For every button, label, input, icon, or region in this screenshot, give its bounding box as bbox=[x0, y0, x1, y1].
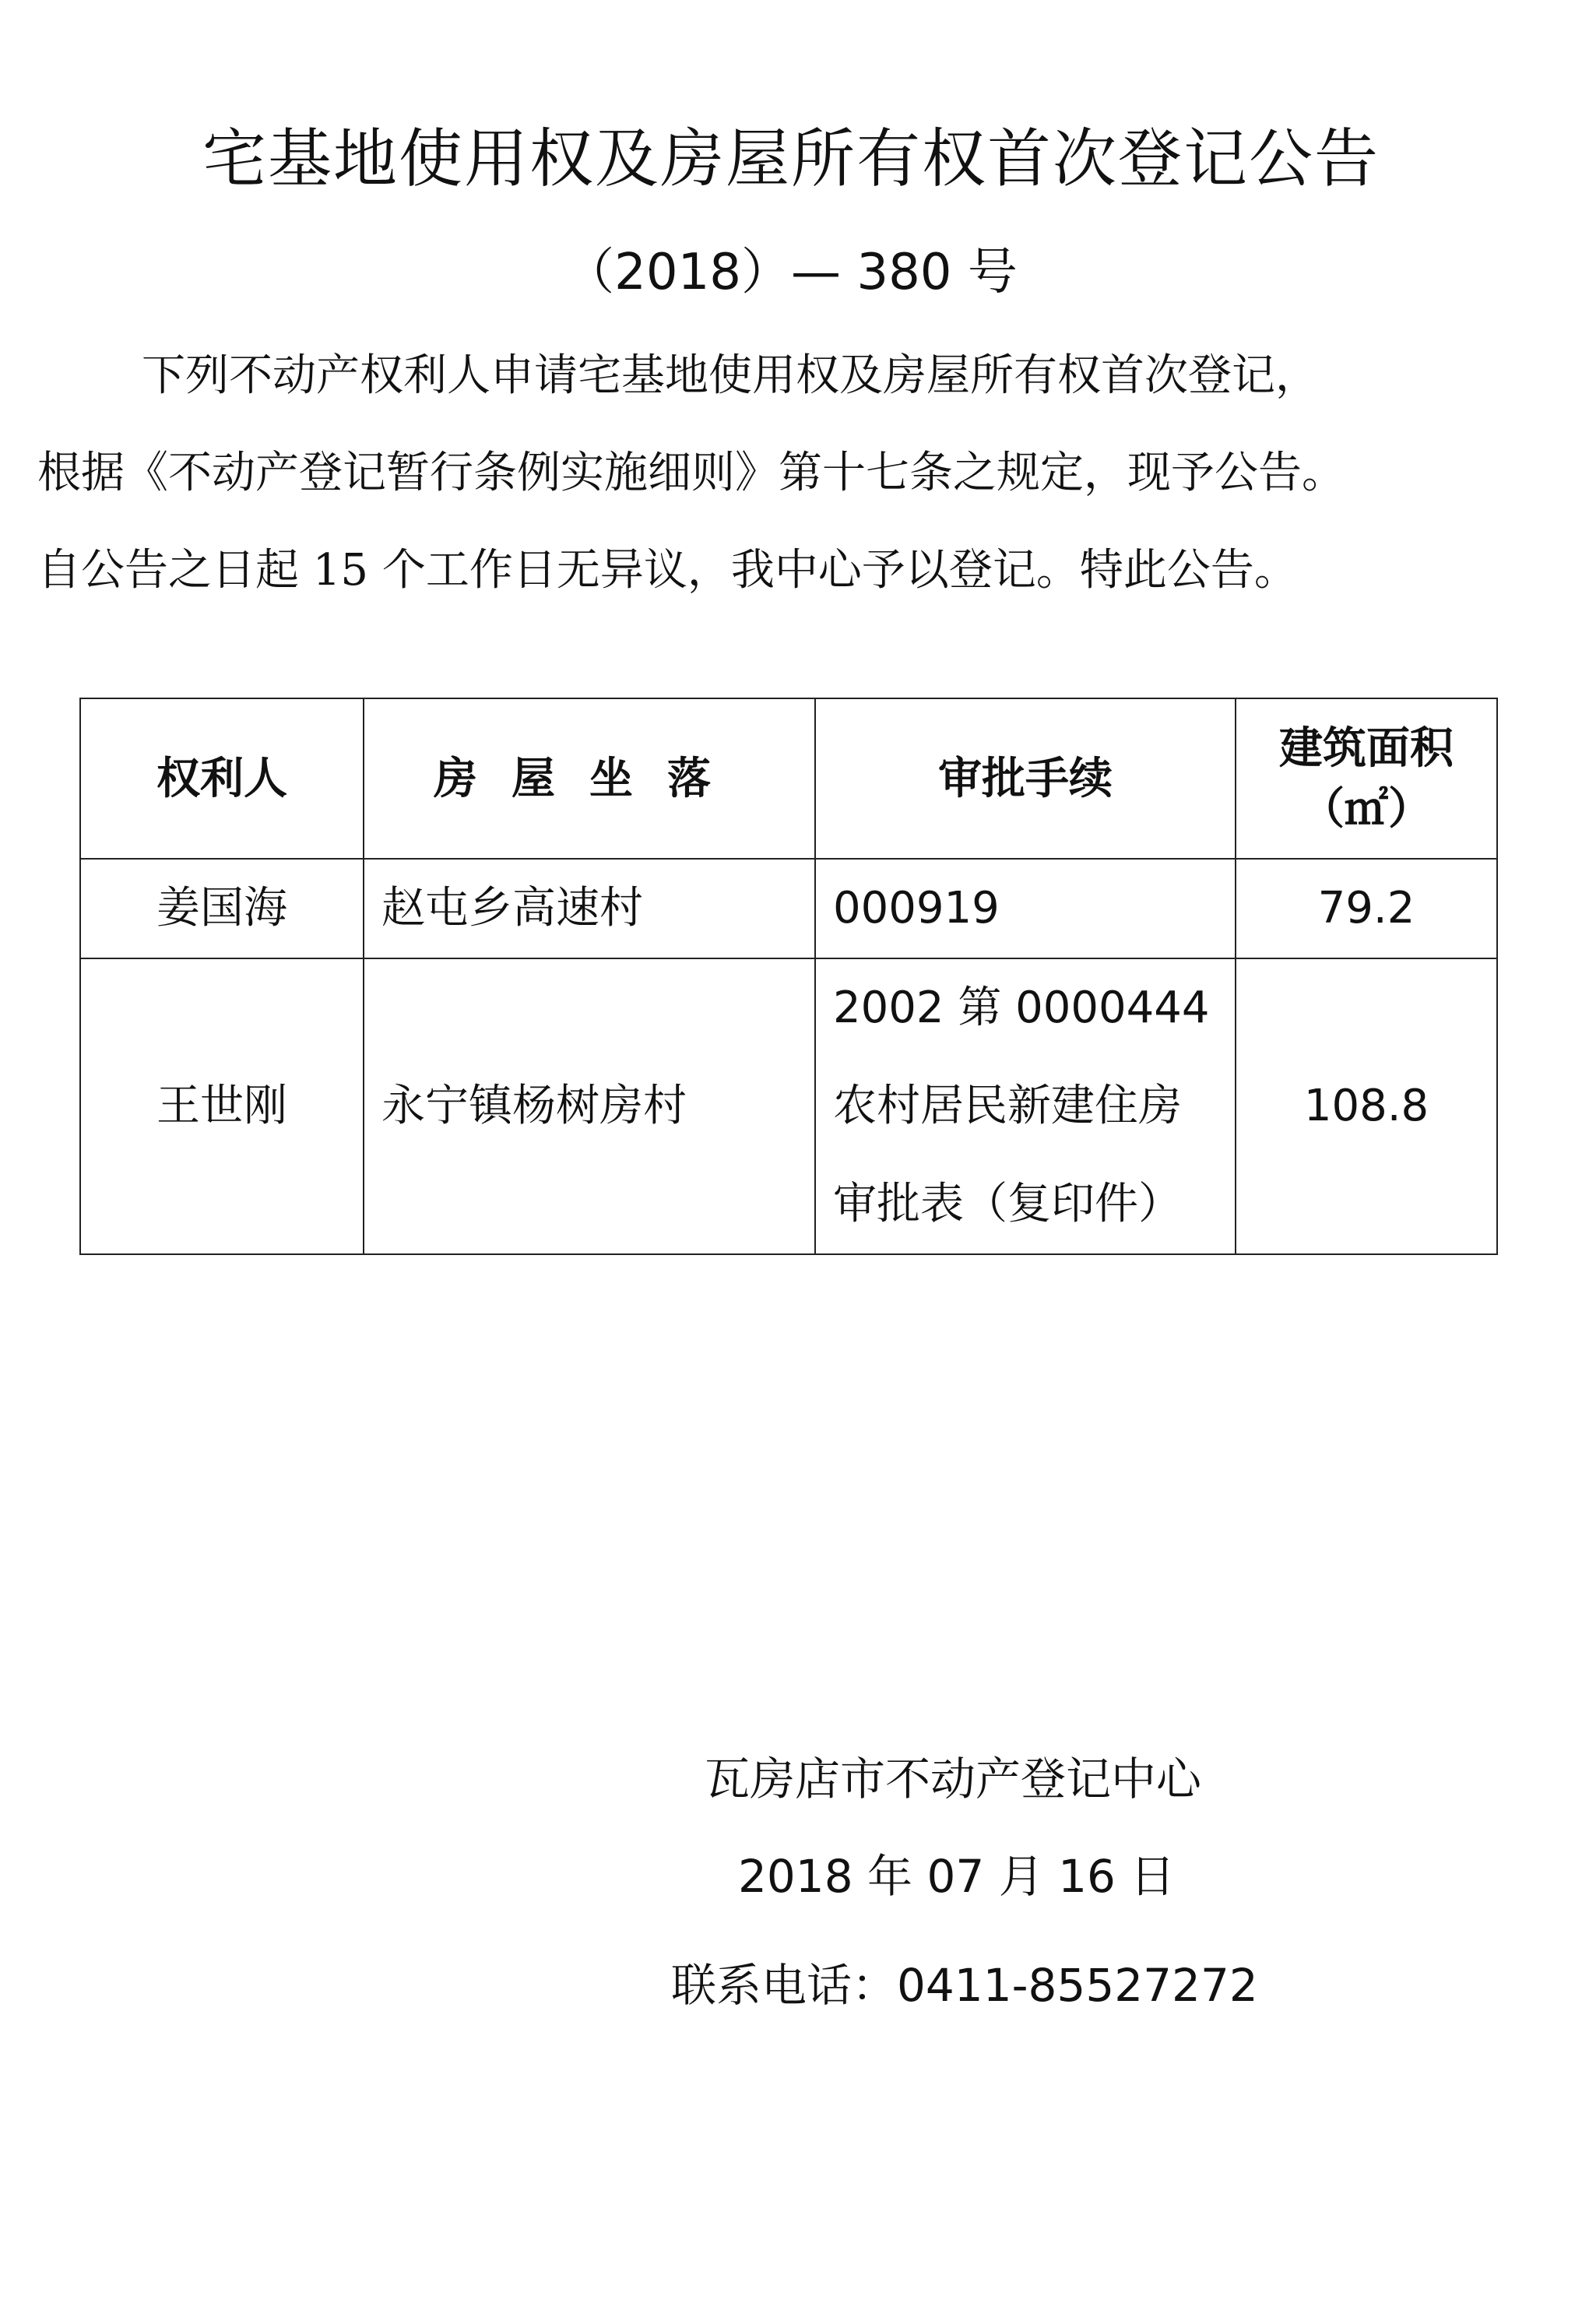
notice-body-line-2: 根据《不动产登记暂行条例实施细则》第十七条之规定，现予公告。 bbox=[37, 448, 1345, 498]
cell-location: 赵屯乡高速村 bbox=[364, 859, 815, 958]
header-holder: 权利人 bbox=[80, 698, 364, 859]
approval-line: 审批表（复印件） bbox=[833, 1179, 1182, 1229]
header-area-label: 建筑面积 bbox=[1279, 723, 1454, 774]
cell-location: 永宁镇杨树房村 bbox=[364, 958, 815, 1254]
table-row bbox=[80, 859, 1497, 958]
issue-date: 2018 年 07 月 16 日 bbox=[738, 1850, 1176, 1903]
header-area bbox=[1236, 698, 1497, 859]
cell-approval: 000919 bbox=[815, 859, 1236, 958]
table-header-row bbox=[80, 698, 1497, 859]
header-area-unit: （㎡） bbox=[1301, 783, 1432, 835]
header-approval: 审批手续 bbox=[815, 698, 1236, 859]
cell-area: 108.8 bbox=[1236, 958, 1497, 1254]
notice-body-line-1: 下列不动产权利人申请宅基地使用权及房屋所有权首次登记， bbox=[142, 350, 1319, 401]
approval-line: 2002 第 0000444 bbox=[833, 983, 1210, 1033]
issuing-organization: 瓦房店市不动产登记中心 bbox=[705, 1753, 1202, 1805]
document-number: （2018）— 380 号 bbox=[564, 244, 1018, 301]
notice-body-line-3: 自公告之日起 15 个工作日无异议，我中心予以登记。特此公告。 bbox=[37, 545, 1298, 596]
cell-holder: 王世刚 bbox=[80, 958, 364, 1254]
cell-holder: 姜国海 bbox=[80, 859, 364, 958]
header-location-label: 房屋坐落 bbox=[434, 753, 745, 804]
cell-approval bbox=[815, 958, 1236, 1254]
contact-phone: 联系电话：0411-85527272 bbox=[671, 1959, 1258, 2012]
cell-area: 79.2 bbox=[1236, 859, 1497, 958]
approval-line: 农村居民新建住房 bbox=[833, 1081, 1182, 1131]
registration-table bbox=[79, 698, 1498, 1255]
notice-title: 宅基地使用权及房屋所有权首次登记公告 bbox=[202, 122, 1380, 196]
table-row bbox=[80, 958, 1497, 1254]
header-location bbox=[364, 698, 815, 859]
